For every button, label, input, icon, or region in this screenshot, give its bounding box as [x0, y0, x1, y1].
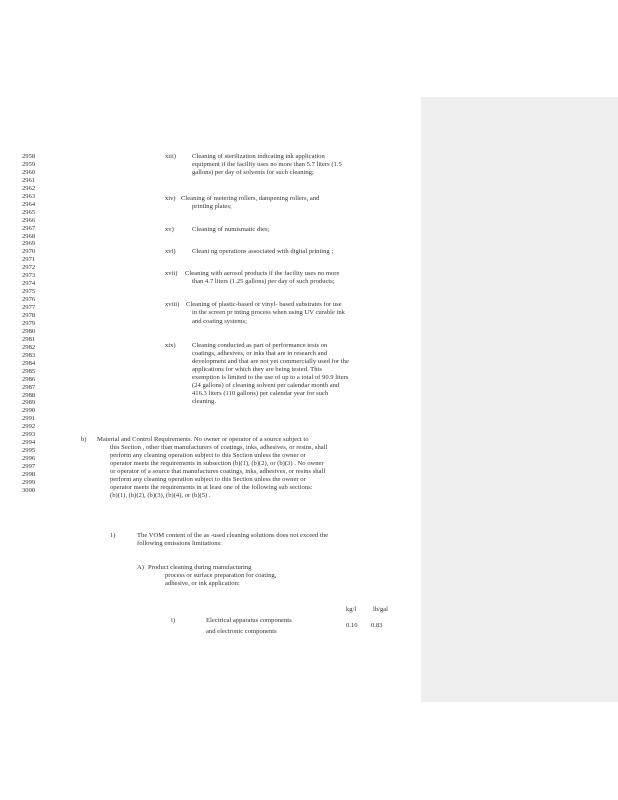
line-number: 2989 [22, 399, 36, 407]
item-text-line: equipment if the facility uses no more than 5.7 liters (1.5 [192, 161, 342, 168]
section-text-line: operator meets the requirements in at least one of the following sub sections: [110, 484, 313, 491]
line-number: 2981 [22, 335, 36, 343]
section-text-line: perform any cleaning operation subject to this Section unless the owner or [110, 452, 306, 459]
line-number: 2959 [22, 160, 36, 168]
line-number: 2991 [22, 415, 36, 423]
line-number: 2971 [22, 256, 36, 264]
item-text-line: gallons) per day of solvents for such cleaning; [192, 169, 314, 176]
item-text-line: and coating systems; [192, 318, 247, 325]
item-text-line: cleaning. [192, 398, 216, 405]
line-number: 2975 [22, 288, 36, 296]
line-number: 3000 [22, 486, 36, 494]
line-number: 2992 [22, 423, 36, 431]
table-header-kg-l: kg/l [346, 606, 357, 613]
item-number-xvii: xvii) [165, 270, 178, 277]
line-number: 2985 [22, 367, 36, 375]
line-number: 2986 [22, 375, 36, 383]
item-number-xiii: xiii) [165, 153, 176, 160]
section-text-line: (b)(1), (b)(2), (b)(3), (b)(4), or (b)(5) . [110, 492, 211, 499]
item-text-line: coatings, adhesives, or inks that are in research and [192, 350, 328, 357]
line-number: 2997 [22, 463, 36, 471]
item-number-xix: xix) [165, 342, 176, 349]
line-number: 2982 [22, 343, 36, 351]
table-header-lb-gal: lb/gal [373, 606, 389, 613]
item-text-line: than 4.7 liters (1.25 gallons) per day of such products; [192, 278, 335, 285]
subsection-text-line: following emissions limitations: [137, 540, 222, 547]
item-text-line: Cleani ng operations associated with digital printing ; [192, 248, 334, 255]
item-text-line: development and that are not yet commercially used for the [192, 358, 349, 365]
subsection-text-line: process or surface preparation for coating, [165, 572, 277, 579]
section-text-line: operator meets the requirements in subsection (b)(1), (b)(2), or (b)(3) . No owner [110, 460, 324, 467]
section-text-line: this Section , other than manufacturers of coatings, inks, adhesives, or resins, shall [110, 444, 328, 451]
line-number: 2974 [22, 280, 36, 288]
item-text-line: applications for which they are being tested. This [192, 366, 322, 373]
subsection-text-line: Product cleaning during manufacturing [148, 564, 252, 571]
section-text-line: perform any cleaning operation subject to this Section unless the owner or [110, 476, 306, 483]
line-number: 2963 [22, 192, 36, 200]
item-text-line: in the screen pr inting process when using UV curable ink [192, 309, 345, 316]
table-cell-lb-gal: 0.83 [371, 622, 383, 629]
line-number: 2988 [22, 391, 36, 399]
line-number: 2966 [22, 216, 36, 224]
item-text-line: Cleaning of metering rollers, dampening rollers, and [181, 195, 320, 202]
line-number: 2965 [22, 208, 36, 216]
section-text-line: Material and Control Requirements. No owner or operator of a source subject to [97, 436, 309, 443]
line-number: 2962 [22, 184, 36, 192]
line-number: 2977 [22, 304, 36, 312]
line-number: 2972 [22, 264, 36, 272]
line-number: 2969 [22, 240, 36, 248]
line-number: 2998 [22, 471, 36, 478]
section-text-line: or operator of a source that manufactures coatings, inks, adhesives, or resins shall [110, 468, 326, 475]
line-number: 2999 [22, 478, 36, 486]
line-number: 2967 [22, 224, 36, 232]
line-number: 2978 [22, 312, 36, 319]
line-number: 2976 [22, 296, 36, 304]
subsection-number-1: 1) [110, 532, 116, 539]
item-text-line: Cleaning with aerosol products if the facility uses no more [185, 270, 340, 277]
item-text-line: Cleaning of sterilization indicating ink application [192, 153, 325, 160]
subsection-text-line: adhesive, or ink application: [165, 580, 240, 587]
line-number: 2987 [22, 383, 36, 391]
line-number: 2984 [22, 359, 36, 367]
subsection-number-a: A) [137, 564, 144, 571]
line-number: 2979 [22, 319, 36, 327]
line-number: 2995 [22, 447, 36, 455]
item-text-line: Cleaning conducted as part of performance tests on [192, 342, 328, 349]
line-number: 2970 [22, 248, 36, 256]
item-text-line: 416.3 liters (110 gallons) per calendar year for such [192, 390, 329, 397]
item-number-xiv: xiv) [165, 195, 176, 202]
item-text-line: Cleaning of plastic-based or vinyl- based substrates for use [186, 301, 342, 308]
line-number: 2983 [22, 351, 36, 359]
comment-pane [421, 97, 618, 702]
line-number: 2960 [22, 168, 36, 176]
line-number: 2958 [22, 153, 36, 160]
item-number-xvi: xvi) [165, 248, 176, 255]
subsection-text-line: The VOM content of the as -used cleaning solutions does not exceed the [137, 532, 329, 539]
table-row-number: i) [171, 617, 176, 624]
table-row-label-line: and electronic components [206, 628, 277, 635]
item-number-xv: xv) [165, 226, 174, 233]
line-number: 2961 [22, 176, 36, 184]
item-text-line: exemption is limited to the use of up to a total of 90.9 liters [192, 374, 349, 381]
table-row-label-line: Electrical apparatus components [206, 617, 292, 624]
line-number: 2994 [22, 439, 36, 447]
line-number: 2993 [22, 431, 36, 439]
line-number: 2990 [22, 407, 36, 415]
item-text-line: Cleaning of numismatic dies; [192, 226, 270, 233]
section-number-b: b) [81, 436, 87, 443]
item-text-line: (24 gallons) of cleaning solvent per calendar month and [192, 382, 340, 389]
line-number: 2980 [22, 327, 36, 335]
line-number: 2996 [22, 455, 36, 463]
line-number: 2964 [22, 200, 36, 208]
item-number-xviii: xviii) [165, 301, 180, 308]
line-number: 2973 [22, 272, 36, 280]
item-text-line: printing plates; [192, 203, 232, 210]
table-cell-kg-l: 0.10 [346, 622, 358, 629]
line-number: 2968 [22, 232, 36, 240]
